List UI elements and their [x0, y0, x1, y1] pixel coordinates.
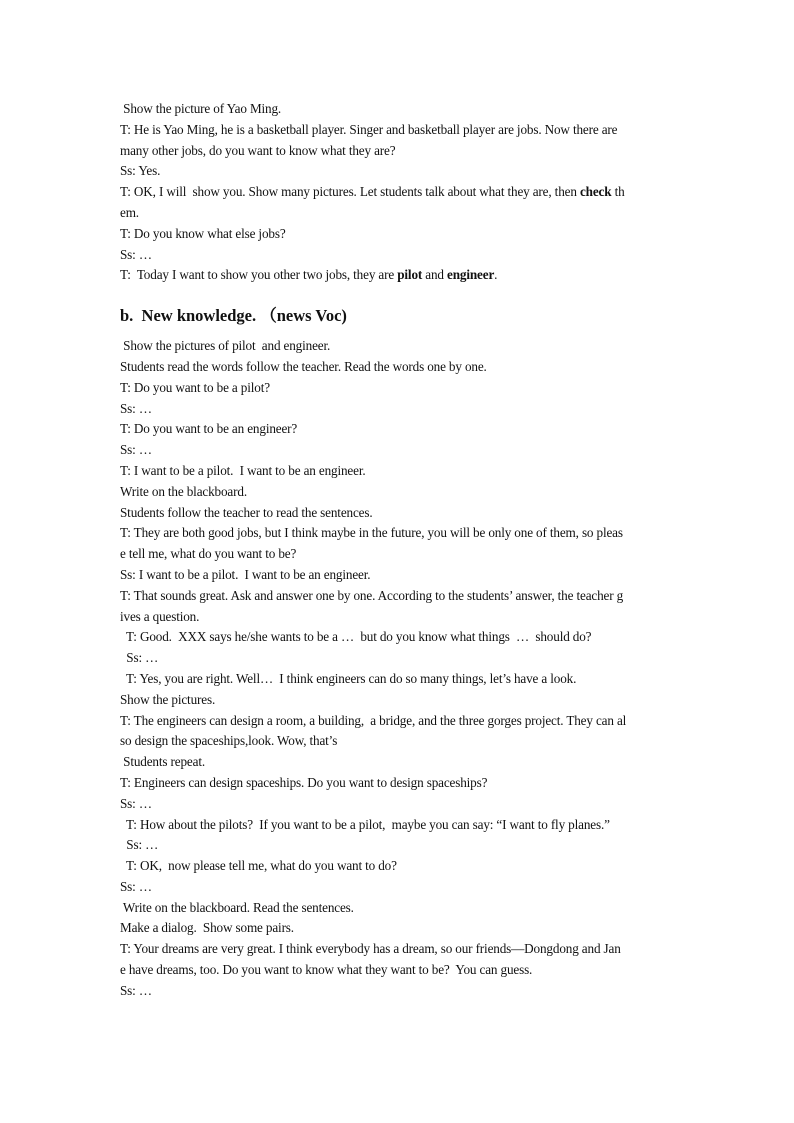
- text-line: Ss: …: [120, 795, 152, 811]
- text-run: th: [611, 184, 625, 200]
- text-line: so design the spaceships,look. Wow, that’s: [120, 733, 338, 749]
- text-line: Ss: …: [120, 400, 152, 416]
- text-line: Ss: Yes.: [120, 163, 161, 179]
- text-line: Ss: …: [120, 878, 152, 894]
- section-a: [120, 99, 680, 286]
- text-line: T: Do you want to be an engineer?: [120, 421, 298, 437]
- text-line: Ss: …: [120, 442, 152, 458]
- bold-word-pilot: pilot: [397, 267, 423, 283]
- section-heading: b. New knowledge. （news Voc): [120, 306, 347, 326]
- text-line: Students read the words follow the teacher. Read the words one by one.: [120, 358, 487, 374]
- text-run: T: Today I want to show you other two jobs, they are: [120, 267, 398, 283]
- text-line: T: I want to be a pilot. I want to be an engineer.: [120, 462, 366, 478]
- text-line: em.: [120, 204, 139, 220]
- text-line: Show the pictures of pilot and engineer.: [120, 338, 331, 354]
- section-b: [120, 305, 680, 1002]
- text-line: Show the pictures.: [120, 691, 216, 707]
- bold-word-engineer: engineer: [447, 267, 495, 283]
- text-line: T: He is Yao Ming, he is a basketball player. Singer and basketball player are jobs. Now there are: [120, 121, 618, 137]
- text-line: Ss: I want to be a pilot. I want to be an engineer.: [120, 566, 371, 582]
- text-line: [120, 182, 680, 203]
- text-line: T: Good. XXX says he/she wants to be a … but do you know what things … should do?: [120, 629, 592, 645]
- text-line: T: Yes, you are right. Well… I think engineers can do so many things, let’s have a look.: [120, 670, 577, 686]
- text-run: and: [422, 267, 448, 283]
- text-line: Show the picture of Yao Ming.: [120, 101, 282, 116]
- text-line: T: How about the pilots? If you want to be a pilot, maybe you can say: “I want to fly planes.”: [120, 816, 610, 832]
- text-line: T: The engineers can design a room, a building, a bridge, and the three gorges project. They can al: [120, 712, 627, 728]
- text-run: T: OK, I will show you. Show many pictures. Let students talk about what they are, then: [120, 184, 580, 200]
- text-line: T: Do you want to be a pilot?: [120, 379, 270, 395]
- text-line: T: Do you know what else jobs?: [120, 225, 286, 241]
- text-line: Ss: …: [120, 650, 159, 666]
- bold-word-check: check: [579, 184, 612, 200]
- text-line: Ss: …: [120, 837, 159, 853]
- text-line: Write on the blackboard. Read the sentences.: [120, 899, 354, 915]
- text-line: Students follow the teacher to read the sentences.: [120, 504, 373, 520]
- text-line: e tell me, what do you want to be?: [120, 546, 297, 562]
- text-line: Make a dialog. Show some pairs.: [120, 920, 294, 936]
- text-line: T: That sounds great. Ask and answer one by one. According to the students’ answer, the teacher g: [120, 587, 624, 603]
- text-line: ives a question.: [120, 608, 200, 624]
- spacer: [120, 286, 680, 305]
- text-line: Students repeat.: [120, 754, 205, 770]
- text-line: [120, 265, 680, 286]
- text-line: e have dreams, too. Do you want to know what they want to be? You can guess.: [120, 962, 533, 978]
- text-run: .: [494, 267, 498, 283]
- text-line: T: They are both good jobs, but I think maybe in the future, you will be only one of them, so pleas: [120, 525, 623, 541]
- text-line: T: OK, now please tell me, what do you want to do?: [120, 858, 397, 874]
- text-line: Ss: …: [120, 246, 152, 262]
- text-line: many other jobs, do you want to know what they are?: [120, 142, 396, 158]
- text-line: Ss: …: [120, 982, 152, 998]
- text-line: Write on the blackboard.: [120, 483, 247, 499]
- text-line: T: Your dreams are very great. I think everybody has a dream, so our friends—Dongdong and Jan: [120, 941, 621, 957]
- text-line: T: Engineers can design spaceships. Do you want to design spaceships?: [120, 774, 488, 790]
- document-body: [120, 99, 680, 1002]
